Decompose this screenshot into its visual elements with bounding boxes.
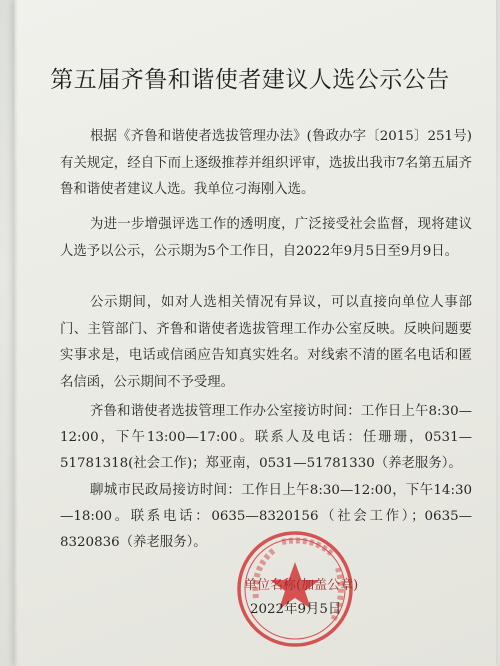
paragraph-provincial-contact: 齐鲁和谐使者选拔管理工作办公室接访时间：工作日上午8:30—12:00，下午13:00—17:00。联系人及电话：任珊珊，0531—51781318(社会工作)；郑亚南，0531—51781330（养老服务）。	[60, 404, 472, 471]
notice-title: 第五届齐鲁和谐使者建议人选公示公告	[50, 67, 450, 93]
paragraph-objection-channels: 公示期间，如对人选相关情况有异议，可以直接向单位人事部门、主管部门、齐鲁和谐使者选拔管理工作办公室反映。反映问题要实事求是，电话或信函应告知真实姓名。对线索不清的匿名电话和匿名信函，公示期间不予受理。	[60, 295, 472, 390]
paragraph-publicity-period: 为进一步增强评选工作的透明度，广泛接受社会监督，现将建议人选予以公示，公示期为5个工作日，自2022年9月5日至9月9日。	[60, 217, 472, 259]
signature-unit: 单位名称(加盖公章)	[244, 578, 359, 593]
signature-date: 2022年9月5日	[250, 602, 342, 617]
paragraph-basis: 根据《齐鲁和谐使者选拔管理办法》(鲁政办字〔2015〕251号)有关规定，经自下而上逐级推荐并组织评审，选拔出我市7名第五届齐鲁和谐使者建议人选。我单位刁海刚入选。	[60, 129, 472, 197]
paper-fold-shadow	[14, 0, 18, 666]
paragraph-city-contact: 聊城市民政局接访时间：工作日上午8:30—12:00，下午14:30—18:00。联系电话：0635—8320156（社会工作）；0635—8320836（养老服务）。	[60, 483, 472, 550]
